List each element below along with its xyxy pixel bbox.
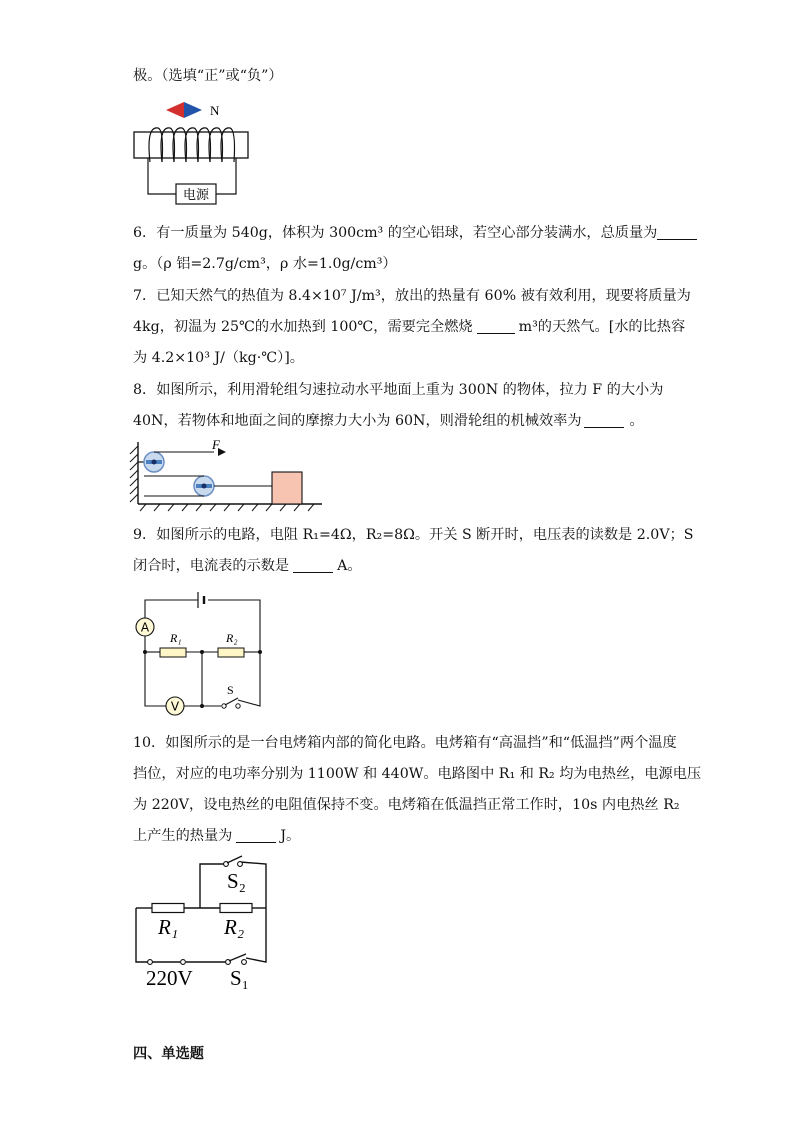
switch-s2-contact bbox=[238, 862, 243, 867]
wire-right bbox=[216, 158, 236, 194]
s1-label: S₁ bbox=[230, 966, 250, 990]
r2-label: R₂ bbox=[224, 915, 245, 939]
resistor-r2 bbox=[218, 648, 244, 657]
power-terminal bbox=[181, 960, 186, 965]
question-9-text-tail: A。 bbox=[337, 558, 362, 574]
power-terminal bbox=[148, 960, 153, 965]
wall-hatching bbox=[130, 446, 138, 502]
question-7-line-2 bbox=[133, 318, 685, 336]
pulley-figure bbox=[126, 438, 326, 514]
voltmeter-label: V bbox=[170, 699, 180, 714]
question-7-text-tail: m³的天然气。[水的比热容 bbox=[518, 319, 686, 335]
question-6-text: 6．有一质量为 540g，体积为 300cm³ 的空心铝球，若空心部分装满水，总质量为 bbox=[133, 225, 658, 241]
compass-south-half bbox=[166, 102, 184, 118]
junction-dot bbox=[143, 650, 147, 654]
question-10-line-2: 挡位，对应的电功率分别为 1100W 和 440W。电路图中 R₁ 和 R₂ 均为电热丝，电源电压 bbox=[133, 766, 702, 782]
question-7-text: 4kg，初温为 25℃的水加热到 100℃，需要完全燃烧 bbox=[133, 319, 473, 335]
switch-label: S bbox=[227, 683, 234, 697]
question-7-line-1: 7．已知天然气的热值为 8.4×10⁷ J/m³，放出的热量有 60% 被有效利用，现要将质量为 bbox=[133, 288, 691, 304]
junction-dot bbox=[258, 650, 262, 654]
question-9-text: 闭合时，电流表的示数是 bbox=[133, 558, 290, 574]
circuit-10-figure bbox=[130, 852, 302, 998]
wire-left bbox=[148, 158, 176, 194]
resistor-r1 bbox=[152, 904, 184, 913]
question-8-text: 40N，若物体和地面之间的摩擦力大小为 60N，则滑轮组的机械效率为 bbox=[133, 413, 582, 429]
solenoid-core bbox=[134, 132, 248, 158]
circuit-9-figure bbox=[126, 586, 276, 722]
question-9-line-1: 9．如图所示的电路，电阻 R₁=4Ω，R₂=8Ω。开关 S 断开时，电压表的读数是 2.0V；S bbox=[133, 527, 694, 543]
answer-blank-10[interactable] bbox=[236, 828, 276, 843]
s2-label: S₂ bbox=[227, 869, 247, 893]
question-8-text-tail: 。 bbox=[629, 413, 644, 429]
battery bbox=[198, 592, 204, 608]
answer-blank-9[interactable] bbox=[293, 558, 333, 573]
fixed-pulley-hub bbox=[152, 460, 157, 465]
answer-blank-8[interactable] bbox=[584, 413, 624, 428]
question-10-line-1: 10．如图所示的是一台电烤箱内部的简化电路。电烤箱有“高温挡”和“低温挡”两个温度 bbox=[133, 735, 677, 751]
question-6-line-2: g。（ρ 铝=2.7g/cm³，ρ 水=1.0g/cm³） bbox=[133, 256, 397, 272]
r2-label: R₂ bbox=[226, 631, 238, 645]
question-10-line-3: 为 220V，设电热丝的电阻值保持不变。电烤箱在低温挡正常工作时，10s 内电热丝 R₂ bbox=[133, 797, 680, 813]
ammeter-label: A bbox=[140, 620, 150, 635]
question-10-line-4 bbox=[133, 827, 300, 845]
question-8-line-1: 8．如图所示，利用滑轮组匀速拉动水平地面上重为 300N 的物体，拉力 F 的大小为 bbox=[133, 382, 664, 398]
question-7-line-3: 为 4.2×10³ J/（kg·℃）]。 bbox=[133, 350, 304, 366]
movable-pulley-hub bbox=[202, 484, 207, 489]
junction-dot bbox=[200, 704, 204, 708]
power-source-label: 电源 bbox=[182, 188, 210, 203]
electromagnet-figure bbox=[128, 96, 258, 208]
r1-label: R₁ bbox=[158, 915, 179, 939]
compass-north-half bbox=[184, 102, 202, 118]
switch-s1-contact bbox=[242, 960, 247, 965]
question-8-line-2 bbox=[133, 412, 644, 430]
question-6-line-1 bbox=[133, 224, 697, 242]
r1-label: R₁ bbox=[170, 631, 182, 645]
question-10-text: 上产生的热量为 bbox=[133, 828, 233, 844]
switch-lever bbox=[225, 698, 238, 705]
question-10-text-tail: J。 bbox=[280, 828, 301, 844]
switch-contact bbox=[236, 704, 240, 708]
text-line: 极。（选填“正”或“负”） bbox=[133, 68, 283, 84]
resistor-r2 bbox=[220, 904, 252, 913]
answer-blank-7[interactable] bbox=[477, 319, 515, 334]
force-label: F bbox=[212, 438, 220, 452]
section-heading: 四、单选题 bbox=[133, 1046, 204, 1062]
ground-hatching bbox=[140, 504, 314, 511]
answer-blank-6[interactable] bbox=[657, 225, 697, 240]
junction-dot bbox=[200, 650, 204, 654]
coil-windings bbox=[149, 128, 235, 162]
north-label: N bbox=[210, 103, 220, 118]
resistor-r1 bbox=[160, 648, 186, 657]
voltage-label: 220V bbox=[146, 966, 193, 990]
object-block bbox=[272, 472, 302, 504]
question-9-line-2 bbox=[133, 557, 362, 575]
